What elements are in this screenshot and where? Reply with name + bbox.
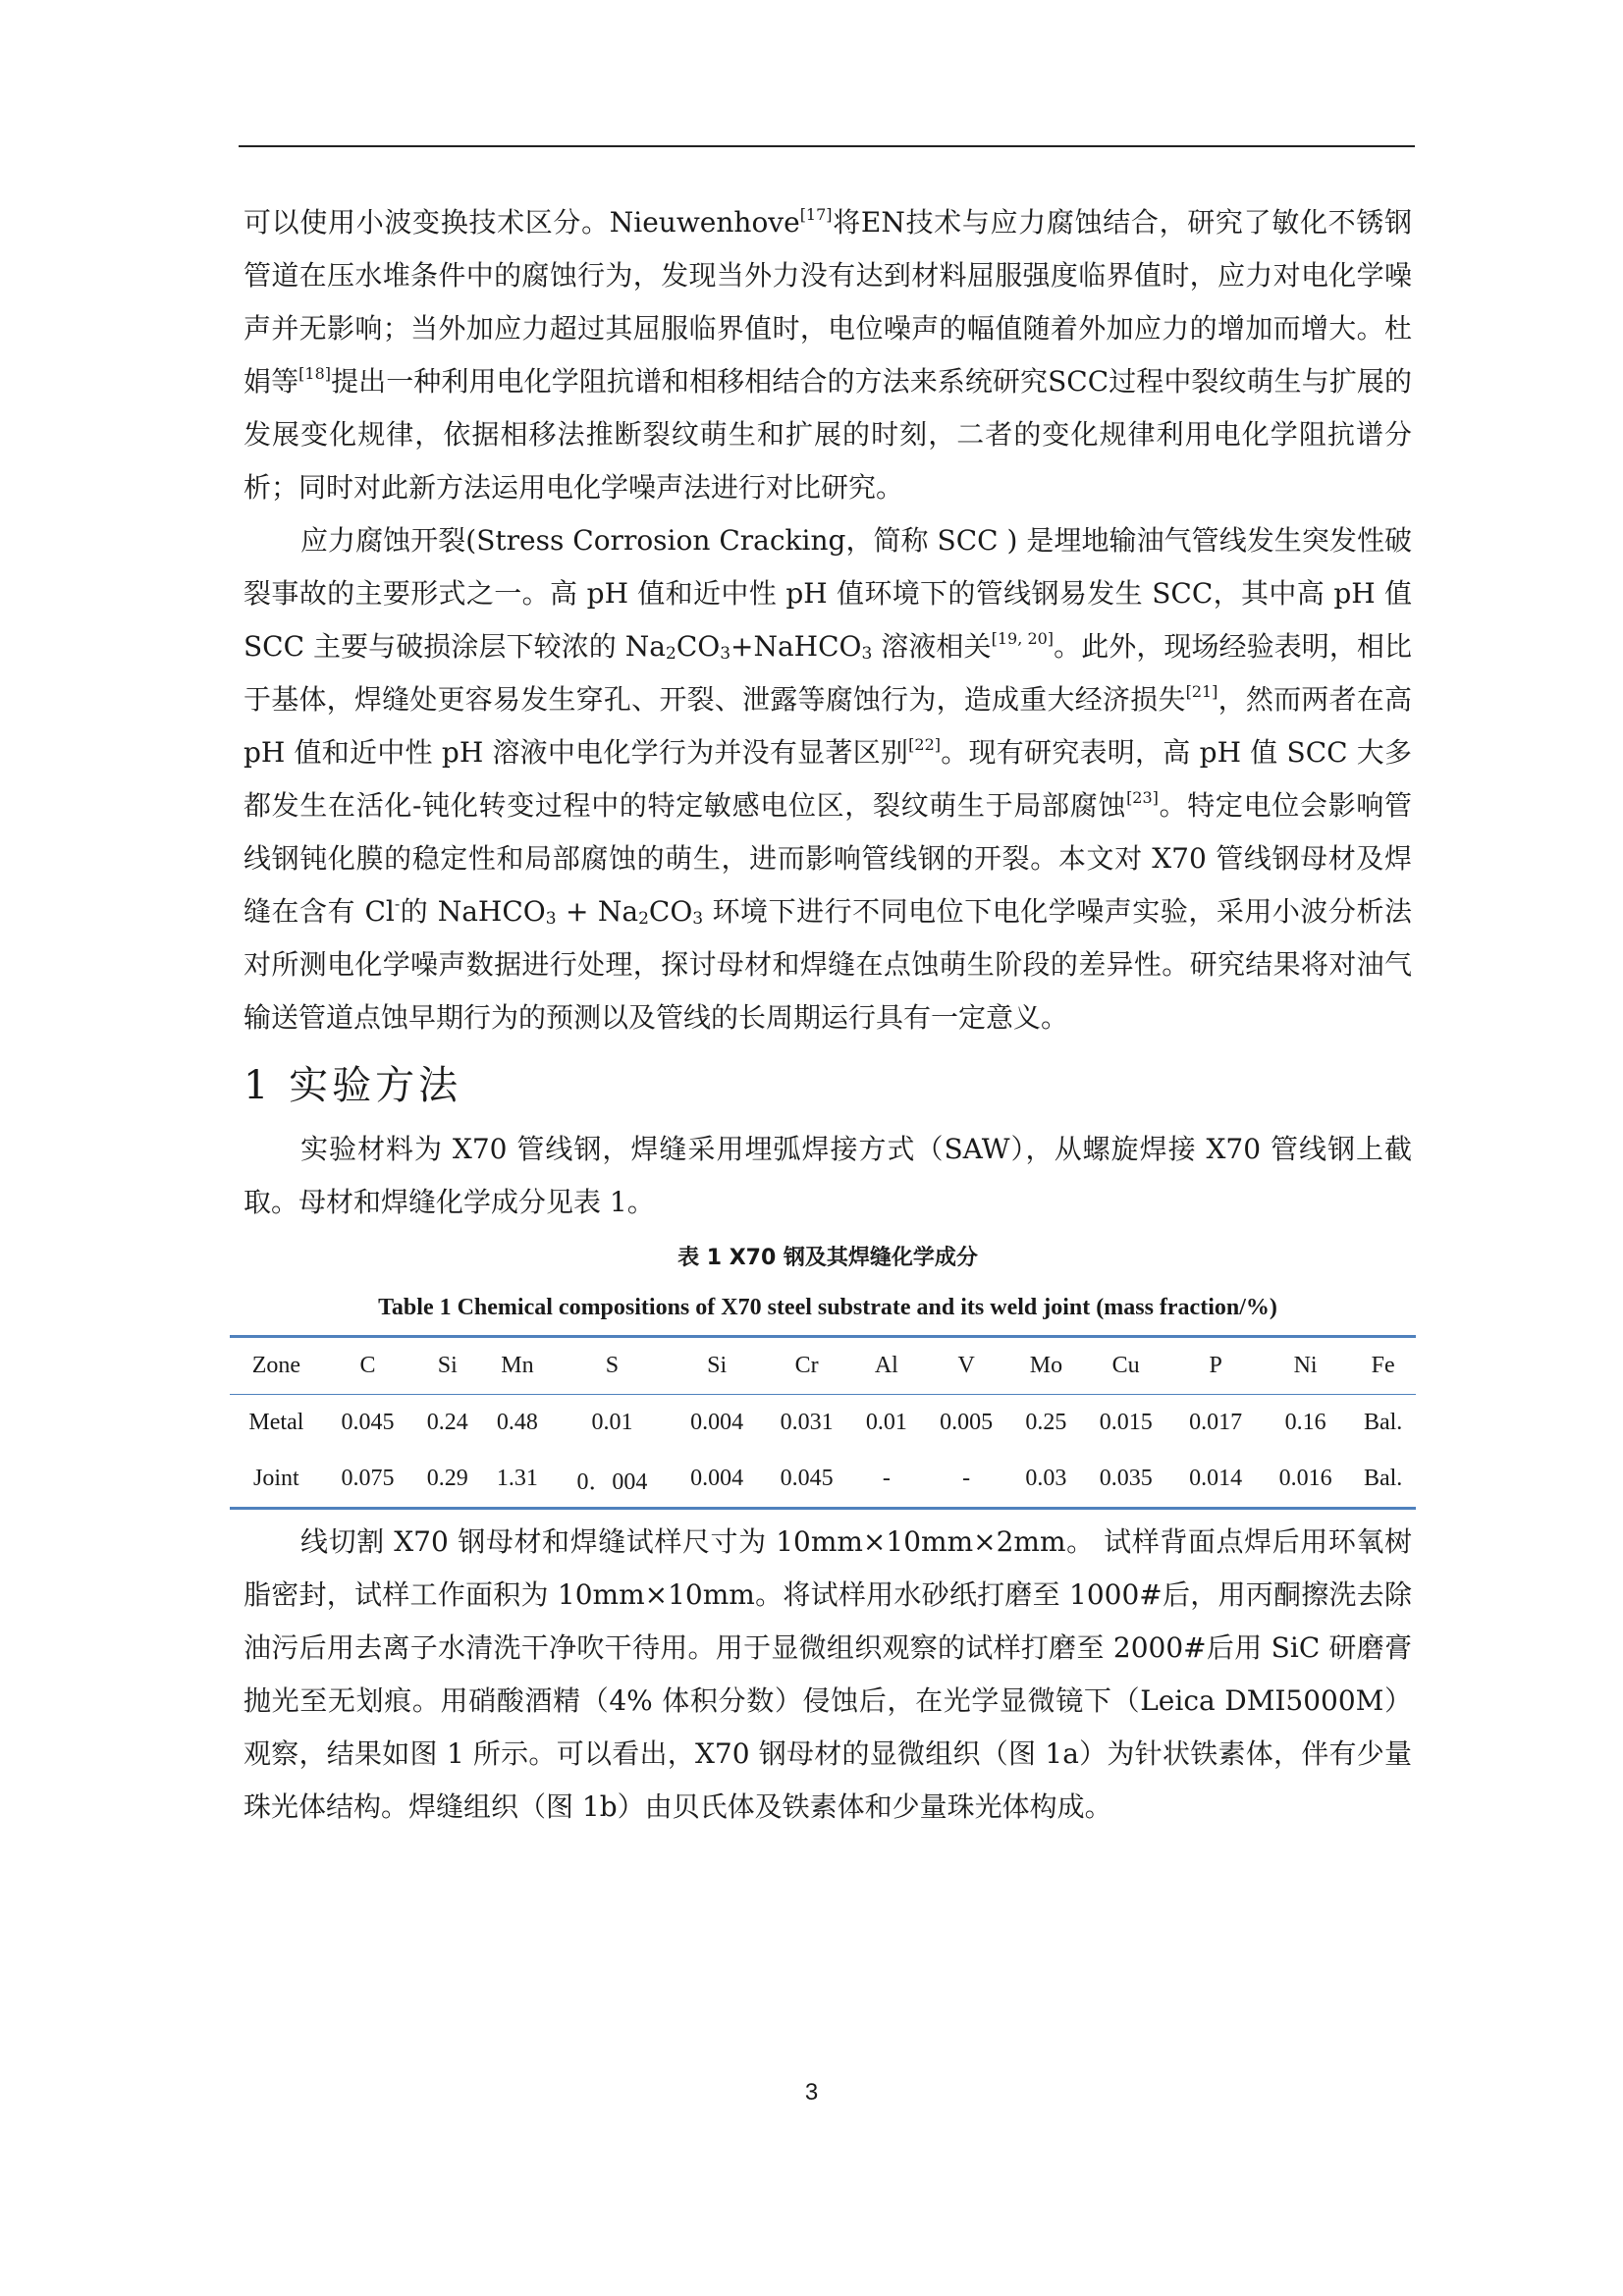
table-cell: 0.48 — [496, 1410, 538, 1435]
header-cell: Cr — [762, 1337, 851, 1395]
citation: [21] — [1185, 681, 1218, 701]
table-cell: 0.01 — [865, 1410, 907, 1435]
table-cell: 0.01 — [591, 1410, 633, 1435]
table-cell: Bal. — [1363, 1466, 1403, 1491]
table-cell: 0.017 — [1189, 1410, 1243, 1435]
header-cell: Ni — [1261, 1337, 1350, 1395]
text-run: 提出一种利用电化学阻抗谱和相移相结合的方法来系统研究SCC过程中裂纹萌生与扩展的发展变化规律，依据相移法推断裂纹萌生和扩展的时刻，二者的变化规律利用电化学阻抗谱分析；同时对此新方法运用电化学噪声法进行对比研究。 — [243, 365, 1412, 504]
paragraph-3: 实验材料为 X70 管线钢，焊缝采用埋弧焊接方式（SAW），从螺旋焊接 X70 管线钢上截取。母材和焊缝化学成分见表 1。 — [243, 1133, 1412, 1218]
text-run: 。特定电位会影响管线钢钝化膜的稳定性和局部腐蚀的萌生，进而影响管线钢的开裂。本文对 X70 管线钢母材及焊缝在含有 Cl — [243, 789, 1412, 928]
text-run: 的 NaHCO — [400, 895, 546, 928]
table-cell: 0.004 — [690, 1410, 744, 1435]
table-cell: 0.016 — [1278, 1466, 1332, 1491]
paragraph-4: 线切割 X70 钢母材和焊缝试样尺寸为 10mm×10mm×2mm。 试样背面点焊后用环氧树脂密封，试样工作面积为 10mm×10mm。将试样用水砂纸打磨至 1000#后，用丙酮擦洗去除油污后用去离子水清洗干净吹干待用。用于显微组织观察的试样打磨至 2000#后用 SiC 研磨膏抛光至无划痕。用硝酸酒精（4% 体积分数）侵蚀后，在光学显微镜下（Leica DMI5000M）观察，结果如图 1 所示。可以看出，X70 钢母材的显微组织（图 1a）为针状铁素体，伴有少量珠光体结构。焊缝组织（图 1b）由贝氏体及铁素体和少量珠光体构成。 — [243, 1525, 1412, 1823]
subscript: 2 — [638, 909, 649, 929]
citation: [18] — [298, 363, 331, 383]
text-run: 环境下进行不同电位下电化学噪声实验，采用小波分析法对所测电化学噪声数据进行处理，探讨母材和焊缝在点蚀萌生阶段的差异性。研究结果将对油气输送管道点蚀早期行为的预测以及管线的长周期运行具有一定意义。 — [243, 895, 1412, 1034]
header-cell: Mn — [482, 1337, 552, 1395]
table-cell: 0.035 — [1099, 1466, 1153, 1491]
table-cell: Metal — [248, 1410, 304, 1435]
table-cell: 0.014 — [1189, 1466, 1243, 1491]
page-content — [243, 196, 1412, 1834]
subscript: 2 — [665, 644, 676, 664]
text-run: + Na — [556, 895, 639, 928]
text-run: CO — [648, 895, 693, 928]
section-heading: 1 实验方法 — [243, 1063, 462, 1108]
subscript: 3 — [545, 909, 557, 929]
header-cell: C — [323, 1337, 412, 1395]
table-header-row — [230, 1337, 1416, 1395]
paragraph-1 — [243, 196, 1412, 514]
table-cell: 0.005 — [940, 1410, 994, 1435]
table-cell: Joint — [253, 1466, 299, 1491]
text-run: ，然而两者在高 pH 值和近中性 pH 溶液中电化学行为并没有显著区别 — [243, 683, 1412, 769]
header-cell: Al — [851, 1337, 921, 1395]
header-cell: Zone — [230, 1337, 323, 1395]
table-cell: 0.045 — [341, 1410, 395, 1435]
header-cell: Fe — [1350, 1337, 1416, 1395]
table-cell: 0.015 — [1099, 1410, 1153, 1435]
composition-table — [230, 1335, 1416, 1510]
text-run: 。此外，现场经验表明，相比于基体，焊缝处更容易发生穿孔、开裂、泄露等腐蚀行为，造成重大经济损失 — [243, 630, 1413, 716]
table-cell: 0.25 — [1025, 1410, 1067, 1435]
header-cell: Mo — [1011, 1337, 1081, 1395]
table-cell: - — [962, 1466, 971, 1491]
table-cell: Bal. — [1363, 1410, 1403, 1435]
paragraph-2 — [243, 514, 1412, 1044]
header-cell: V — [921, 1337, 1010, 1395]
subscript: 3 — [861, 644, 873, 664]
citation: [23] — [1126, 787, 1159, 807]
header-rule — [239, 145, 1415, 147]
table-cell: 0.031 — [780, 1410, 834, 1435]
table-row — [230, 1451, 1416, 1509]
subscript: 3 — [692, 909, 704, 929]
citation: [19, 20] — [991, 628, 1055, 648]
table-cell: 0.03 — [1025, 1466, 1067, 1491]
header-cell: Cu — [1081, 1337, 1170, 1395]
table-cell: 0．004 — [576, 1469, 648, 1495]
table-cell: 0.045 — [780, 1466, 834, 1491]
table-cell: 0.29 — [426, 1466, 468, 1491]
table-cell: 0.16 — [1284, 1410, 1326, 1435]
table-cell: 1.31 — [496, 1466, 538, 1491]
text-run: 。现有研究表明，高 pH 值 SCC 大多都发生在活化-钝化转变过程中的特定敏感电位区，裂纹萌生于局部腐蚀 — [243, 736, 1412, 822]
table-caption-chinese: 表 1 X70 钢及其焊缝化学成分 — [677, 1246, 978, 1270]
superscript: - — [394, 893, 401, 913]
subscript: 3 — [720, 644, 731, 664]
text-run: 溶液相关 — [872, 630, 992, 663]
table-caption-english: Table 1 Chemical compositions of X70 steel substrate and its weld joint (mass fraction/%) — [378, 1295, 1277, 1320]
page-number: 3 — [804, 2079, 819, 2106]
header-cell: Si — [672, 1337, 761, 1395]
citation: [17] — [799, 204, 833, 224]
header-cell: S — [552, 1337, 672, 1395]
table-cell: - — [882, 1466, 891, 1491]
text-run: CO — [676, 630, 721, 663]
table-cell: 0.075 — [341, 1466, 395, 1491]
header-cell: P — [1170, 1337, 1260, 1395]
text-run: 将EN技术与应力腐蚀结合，研究了敏化不锈钢管道在压水堆条件中的腐蚀行为，发现当外力没有达到材料屈服强度临界值时，应力对电化学噪声并无影响；当外加应力超过其屈服临界值时，电位噪声的幅值随着外加应力的增加而增大。杜娟等 — [243, 206, 1412, 398]
text-run: 应力腐蚀开裂(Stress Corrosion Cracking，简称 SCC ) 是埋地输油气管线发生突发性破裂事故的主要形式之一。高 pH 值和近中性 pH 值环境下的管线钢易发生 SCC，其中高 pH 值 SCC 主要与破损涂层下较浓的 Na — [243, 524, 1412, 663]
citation: [22] — [908, 734, 941, 754]
header-cell: Si — [412, 1337, 482, 1395]
text-run: +NaHCO — [730, 630, 862, 663]
table-cell: 0.004 — [690, 1466, 744, 1491]
text-run: 可以使用小波变换技术区分。Nieuwenhove — [243, 206, 800, 239]
table-cell: 0.24 — [426, 1410, 468, 1435]
table-row — [230, 1395, 1416, 1452]
